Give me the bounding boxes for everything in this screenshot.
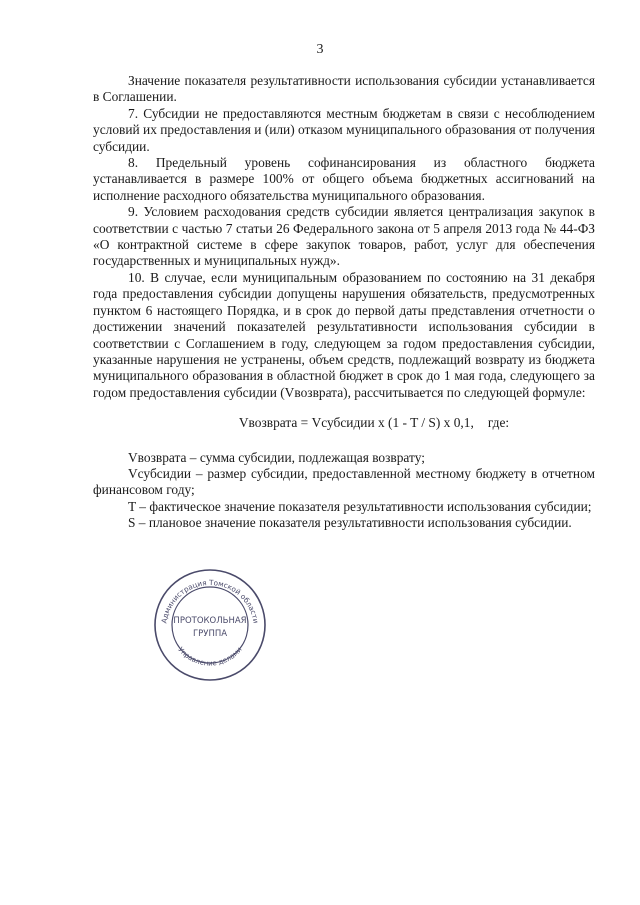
paragraph: 8. Предельный уровень софинансирования из областного бюджета устанавливается в размере 100% от общего объема бюджетных ассигнований на исполнение расходного обязательства муниципального образования. (93, 155, 595, 203)
document-body (93, 73, 595, 532)
paragraph: Значение показателя результативности использования субсидии устанавливается в Соглашении. (93, 73, 595, 105)
page-number: 3 (316, 42, 324, 57)
paragraph: 7. Субсидии не предоставляются местным бюджетам в связи с несоблюдением условий их предоставления и (или) отказом муниципального образования от получения субсидии. (93, 105, 595, 154)
formula (93, 401, 595, 449)
stamp-center-line2: ГРУППА (192, 629, 228, 639)
stamp-ring-text: Администрация Томской области (159, 577, 261, 624)
definition: Vсубсидии – размер субсидии, предоставленной местному бюджету в отчетном финансовом году; (93, 465, 595, 498)
formula-suffix: где: (487, 415, 510, 431)
definition: S – плановое значение показателя результативности использования субсидии. (128, 515, 572, 531)
definition: Vвозврата – сумма субсидии, подлежащая возврату; (128, 449, 425, 465)
formula-expression: Vвозврата = Vсубсидии x (1 - T / S) x 0,1, (238, 415, 474, 431)
official-stamp (152, 567, 268, 683)
stamp-center-line1: ПРОТОКОЛЬНАЯ (173, 616, 247, 626)
paragraph: 10. В случае, если муниципальным образованием по состоянию на 31 декабря года предоставления субсидии допущены нарушения обязательств, предусмотренных пунктом 6 настоящего Порядка, и в срок до первой даты представления отчетности о достижении значений показателей результативности использования субсидии в соответствии с Соглашением в году, следующем за годом предоставления субсидии, указанные нарушения не устранены, объем средств, подлежащий возврату из бюджета муниципального образования в областной бюджет в срок до 1 мая года, следующего за годом предоставления субсидии (Vвозврата), рассчитывается по следующей формуле: (93, 269, 595, 400)
definition: T – фактическое значение показателя результативности использования субсидии; (128, 498, 592, 514)
stamp-bottom-text: Управление делами (176, 645, 244, 668)
paragraph: 9. Условием расходования средств субсидии является централизация закупок в соответствии с частью 7 статьи 26 Федерального закона от 5 апреля 2013 года № 44-ФЗ «О контрактной системе в сфере закупок товаров, работ, услуг для обеспечения государственных и муниципальных нужд». (93, 204, 595, 269)
